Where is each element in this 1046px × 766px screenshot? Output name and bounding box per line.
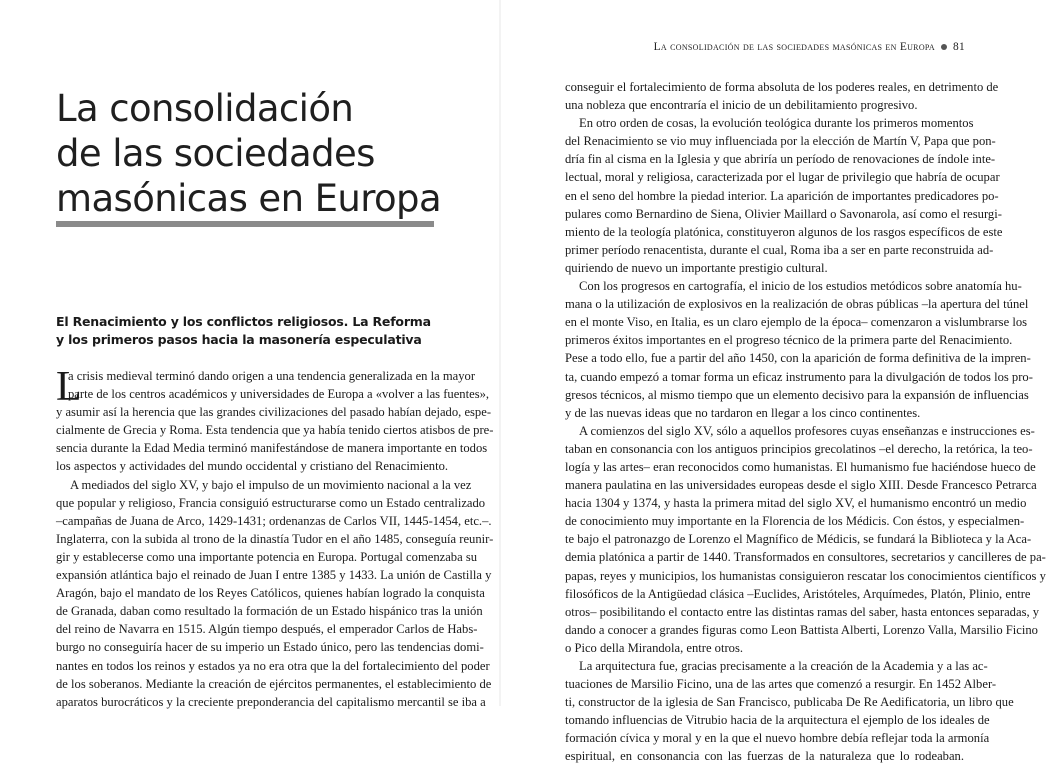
text-line: del reino de Navarra en 1515. Algún tiempo después, el emperador Carlos de Habs- bbox=[56, 622, 478, 637]
section-heading bbox=[56, 313, 446, 349]
text-line: una nobleza que encontraría el inicio de un debilitamiento progresivo. bbox=[565, 98, 918, 113]
text-line: o Pico della Mirandola, entre otros. bbox=[565, 640, 744, 655]
text-line: dando a conocer a grandes figuras como Leon Battista Alberti, Lorenzo Valla, Marsilio Ficino bbox=[565, 622, 1038, 637]
text-line: espiritual, en consonancia con las fuerzas de la naturaleza que lo rodeaban. bbox=[565, 749, 964, 764]
text-line: a crisis medieval terminó dando origen a una tendencia generalizada en la mayor bbox=[68, 369, 476, 383]
text-line: gir y establecerse como una importante potencia en Europa. Portugal comenzaba su bbox=[56, 549, 478, 564]
text-line: manera paulatina en las universidades europeas desde el siglo XIII. Desde Francesco Petrarca bbox=[565, 478, 1037, 493]
text-line: primer período renacentista, durante el cual, Roma iba a ser en parte reconstruida ad- bbox=[565, 242, 994, 257]
text-line: burgo no conseguiría hacer de su imperio un Estado único, pero las tendencias domi- bbox=[56, 640, 484, 655]
text-line: A comienzos del siglo XV, sólo a aquellos profesores cuyas enseñanzas e instrucciones es- bbox=[579, 423, 1035, 438]
section-heading-line: El Renacimiento y los conflictos religiosos. La Reforma bbox=[56, 314, 431, 329]
right-column-text bbox=[565, 78, 1046, 766]
running-head bbox=[560, 41, 965, 53]
text-line: Pese a todo ello, fue a partir del año 1450, con la aparición de forma definitiva de la impren- bbox=[565, 351, 1031, 366]
text-line: aparatos burocráticos y la creciente preponderancia del capitalismo mercantil se iba a bbox=[56, 694, 486, 709]
chapter-title-line: La consolidación bbox=[56, 87, 354, 130]
text-line: filosóficos de la Antigüedad clásica –Euclides, Aristóteles, Arquímedes, Platón, Plinio, entre bbox=[565, 586, 1031, 601]
text-line: La arquitectura fue, gracias precisamente a la creación de la Academia y a las ac- bbox=[579, 659, 988, 673]
text-line: gresos técnicos, al mismo tiempo que un elemento decisivo para la expansión de influencias bbox=[565, 387, 1029, 402]
text-line: en el monte Viso, en Italia, es un claro ejemplo de la época– comenzaron a vislumbrarse los bbox=[565, 315, 1028, 330]
text-line: expansión atlántica bajo el reinado de Juan I entre 1385 y 1433. La unión de Castilla y bbox=[56, 568, 492, 583]
text-line: de los soberanos. Mediante la creación de ejércitos permanentes, el establecimiento de bbox=[56, 676, 492, 691]
text-line: y asumir así la herencia que las grandes civilizaciones del pasado habían dejado, espe- bbox=[56, 405, 492, 420]
chapter-title-line: de las sociedades bbox=[56, 132, 375, 175]
text-line: cialmente de Grecia y Roma. Esta tendencia que ya había tenido ciertos atisbos de pre- bbox=[56, 423, 494, 438]
title-rule bbox=[56, 221, 434, 227]
text-line: demia platónica a partir de 1440. Transformados en consultores, secretarios y cancilleres de pa- bbox=[565, 550, 1046, 565]
text-line: te bajo el patronazgo de Lorenzo el Magnífico de Médicis, se fundará la Biblioteca y la Aca- bbox=[565, 532, 1032, 547]
chapter-title-line: masónicas en Europa bbox=[56, 177, 442, 220]
text-line: que popular y religioso, Francia consiguió estructurarse como un Estado centralizado bbox=[56, 495, 486, 510]
text-line: del Renacimiento se vio muy influenciada por la elección de Martín V, Papa que pon- bbox=[565, 134, 996, 149]
text-line: ti, constructor de la iglesia de San Francisco, publicaba De Re Aedificatoria, un libro que bbox=[565, 695, 1014, 710]
text-line: Aragón, bajo el mandato de los Reyes Católicos, quienes habían logrado la conquista bbox=[56, 586, 485, 601]
text-line: dría fin al cisma en la Iglesia y que abriría un período de renovaciones de índole inte- bbox=[565, 152, 996, 167]
left-column-text bbox=[56, 364, 494, 711]
text-line: Con los progresos en cartografía, el inicio de los estudios metódicos sobre anatomía hu- bbox=[579, 279, 1022, 294]
text-line: En otro orden de cosas, la evolución teológica durante los primeros momentos bbox=[579, 116, 974, 131]
text-line: tomando influencias de Vitrubio hacia de la arquitectura el ejemplo de los ideales de bbox=[565, 713, 990, 728]
text-line: taban en consonancia con los antiguos principios grecolatinos –el derecho, la retórica, la teo- bbox=[565, 441, 1033, 456]
chapter-title bbox=[56, 86, 456, 221]
text-line: de Granada, daban como resultado la formación de un Estado hispánico tras la unión bbox=[56, 604, 483, 619]
text-line: tuaciones de Marsilio Ficino, una de las artes que comenzó a resurgir. En 1452 Alber- bbox=[565, 677, 997, 692]
page-number: 81 bbox=[953, 41, 965, 53]
page-gutter bbox=[499, 0, 501, 706]
text-line: los aspectos y actividades del mundo occidental y cristiano del Renacimiento. bbox=[56, 459, 449, 474]
text-line: miento de la teología platónica, constituyeron algunos de los rasgos específicos de este bbox=[565, 224, 1003, 239]
text-line: en el seno del hombre la piedad interior. La aparición de importantes predicadores po- bbox=[565, 188, 999, 203]
text-line: sencia durante la Edad Media terminó manifestándose de manera importante en todos bbox=[56, 441, 488, 456]
text-line: primeros éxitos importantes en el progreso técnico de la primera parte del Renacimiento. bbox=[565, 333, 1013, 348]
text-line: formación cívica y moral y en la que el nuevo hombre debía reflejar toda la armonía bbox=[565, 731, 990, 746]
text-line: A mediados del siglo XV, y bajo el impulso de un movimiento nacional a la vez bbox=[70, 477, 472, 492]
text-line: –campañas de Juana de Arco, 1429-1431; ordenanzas de Carlos VII, 1445-1454, etc.–. bbox=[56, 513, 492, 528]
bullet-icon bbox=[941, 44, 947, 50]
section-heading-line: y los primeros pasos hacia la masonería especulativa bbox=[56, 332, 422, 347]
text-line: logía y las artes– eran reconocidos como humanistas. El humanismo fue haciéndose hueco de bbox=[565, 459, 1036, 474]
text-line: hacia 1304 y 1374, y hasta la primera mitad del siglo XV, el humanismo encontró un medio bbox=[565, 496, 1027, 511]
text-line: quiriendo de nuevo un importante prestigio cultural. bbox=[565, 260, 828, 275]
text-line: mana o la utilización de explosivos en la realización de obras públicas –la apertura del túnel bbox=[565, 297, 1029, 312]
drop-cap: L bbox=[56, 364, 82, 410]
text-line: lectual, moral y religiosa, caracterizada por el lugar de privilegio que habría de ocupar bbox=[565, 170, 1000, 185]
text-line: Inglaterra, con la subida al trono de la dinastía Tudor en el año 1485, conseguía reunir- bbox=[56, 531, 494, 546]
text-line: conseguir el fortalecimiento de forma absoluta de los poderes reales, en detrimento de bbox=[565, 80, 999, 94]
text-line: otros– posibilitando el contacto entre las distintas ramas del saber, hasta entonces separadas, y bbox=[565, 604, 1040, 619]
text-line: parte de los centros académicos y universidades de Europa a «volver a las fuentes», bbox=[68, 387, 490, 402]
text-line: de conocimiento muy importante en la Florencia de los Médicis. Con éstos, y especialmen- bbox=[565, 514, 1025, 529]
text-line: papas, reyes y municipios, los humanistas consiguieron rescatar los conocimientos científicos y bbox=[565, 568, 1046, 583]
text-line: pulares como Bernardino de Siena, Olivier Maillard o Savonarola, así como el resurgi- bbox=[565, 206, 1002, 221]
text-line: ta, cuando empezó a tomar forma un eficaz instrumento para la divulgación de todos los pro- bbox=[565, 369, 1033, 384]
text-line: y de las nuevas ideas que no tardaron en llegar a los cinco continentes. bbox=[565, 405, 921, 420]
running-head-title: La consolidación de las sociedades masónicas en Europa bbox=[653, 41, 935, 53]
text-line: nantes en todos los reinos y estados ya no era otra que la del fortalecimiento del poder bbox=[56, 658, 490, 673]
